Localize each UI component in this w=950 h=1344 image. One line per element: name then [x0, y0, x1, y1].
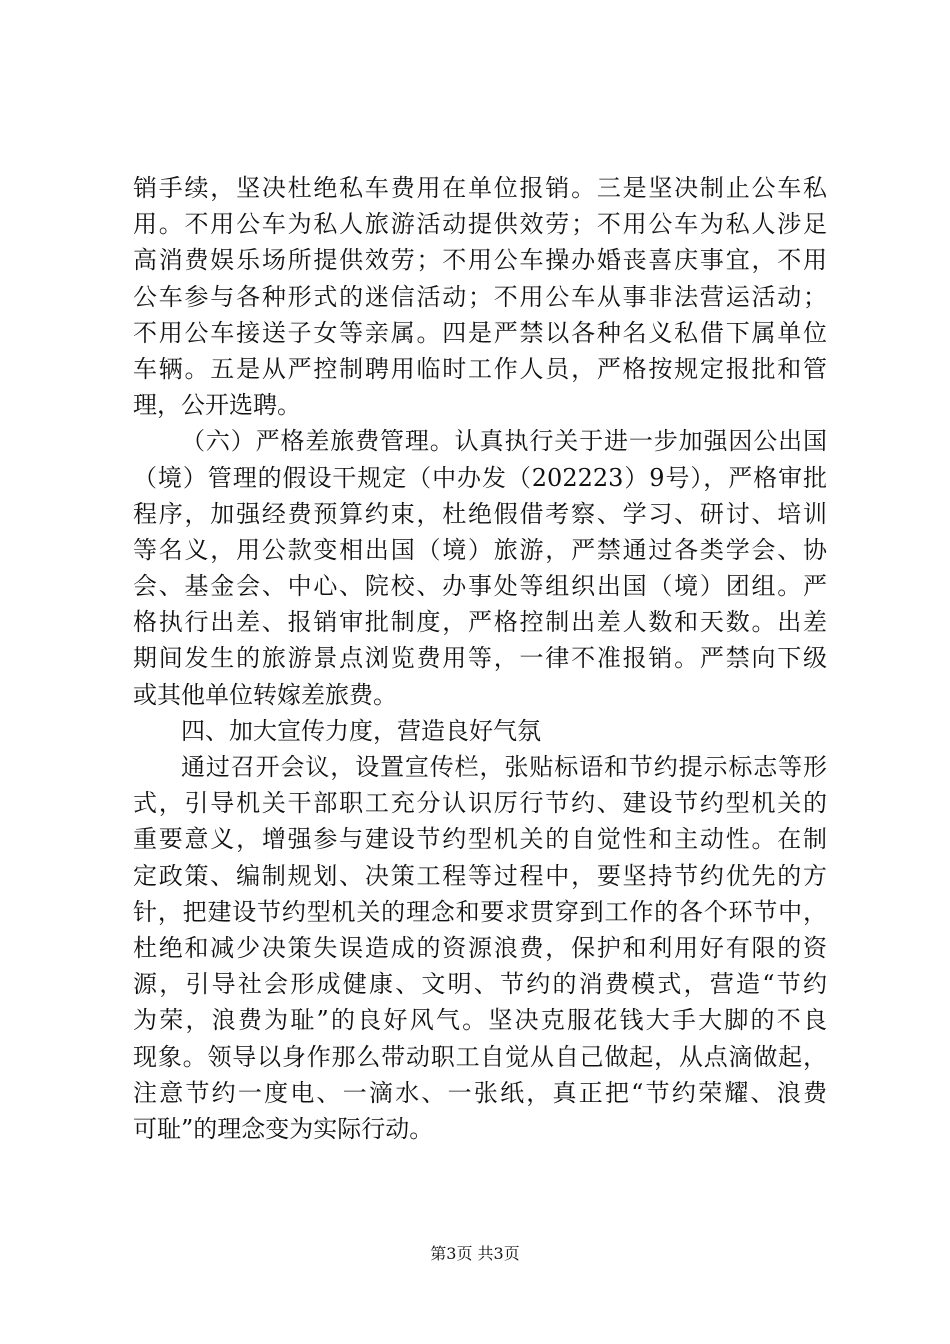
text-line: 格执行出差、报销审批制度，严格控制出差人数和天数。出差: [133, 608, 827, 637]
text-line: 等名义，用公款变相出国（境）旅游，严禁通过各类学会、协: [133, 535, 827, 564]
text-line: 公车参与各种形式的迷信活动；不用公车从事非法营运活动；: [133, 282, 827, 311]
text-line: 会、基金会、中心、院校、办事处等组织出国（境）团组。严: [133, 572, 827, 601]
text-line: 式，引导机关干部职工充分认识厉行节约、建设节约型机关的: [133, 789, 827, 818]
text-line: 注意节约一度电、一滴水、一张纸，真正把“节约荣耀、浪费: [133, 1078, 827, 1107]
text-line: 定政策、编制规划、决策工程等过程中，要坚持节约优先的方: [133, 861, 827, 890]
text-line: 现象。领导以身作那么带动职工自觉从自己做起，从点滴做起，: [133, 1042, 827, 1071]
text-line: 期间发生的旅游景点浏览费用等，一律不准报销。严禁向下级: [133, 644, 827, 673]
text-line: 重要意义，增强参与建设节约型机关的自觉性和主动性。在制: [133, 825, 827, 854]
text-line: 销手续，坚决杜绝私车费用在单位报销。三是坚决制止公车私: [133, 174, 827, 202]
text-line: 可耻”的理念变为实际行动。: [133, 1114, 434, 1143]
text-line: 程序，加强经费预算约束，杜绝假借考察、学习、研讨、培训: [133, 499, 827, 528]
document-body: [133, 170, 827, 1147]
text-line: （境）管理的假设干规定（中办发（202223）9号），严格审批: [133, 463, 827, 492]
section-four-heading: 四、加大宣传力度，营造良好气氛: [181, 716, 541, 745]
section-six-heading-line: （六）严格差旅费管理。认真执行关于进一步加强因公出国: [181, 427, 827, 456]
text-line: 理，公开选聘。: [133, 391, 301, 420]
text-line: 针，把建设节约型机关的理念和要求贯穿到工作的各个环节中，: [133, 897, 827, 926]
page-number-footer: 第3页 共3页: [430, 1244, 520, 1263]
text-line: 用。不用公车为私人旅游活动提供效劳；不用公车为私人涉足: [133, 210, 827, 239]
text-line: 高消费娱乐场所提供效劳；不用公车操办婚丧喜庆事宜，不用: [133, 246, 827, 275]
text-line: 或其他单位转嫁差旅费。: [133, 680, 397, 709]
text-line: 源，引导社会形成健康、文明、节约的消费模式，营造“节约: [133, 970, 827, 999]
text-line: 车辆。五是从严控制聘用临时工作人员，严格按规定报批和管: [133, 354, 827, 383]
text-line: 不用公车接送子女等亲属。四是严禁以各种名义私借下属单位: [133, 318, 827, 347]
text-line: 为荣，浪费为耻”的良好风气。坚决克服花钱大手大脚的不良: [133, 1006, 827, 1035]
text-line: 杜绝和减少决策失误造成的资源浪费，保护和利用好有限的资: [133, 933, 827, 962]
text-line: 通过召开会议，设置宣传栏，张贴标语和节约提示标志等形: [181, 753, 827, 781]
